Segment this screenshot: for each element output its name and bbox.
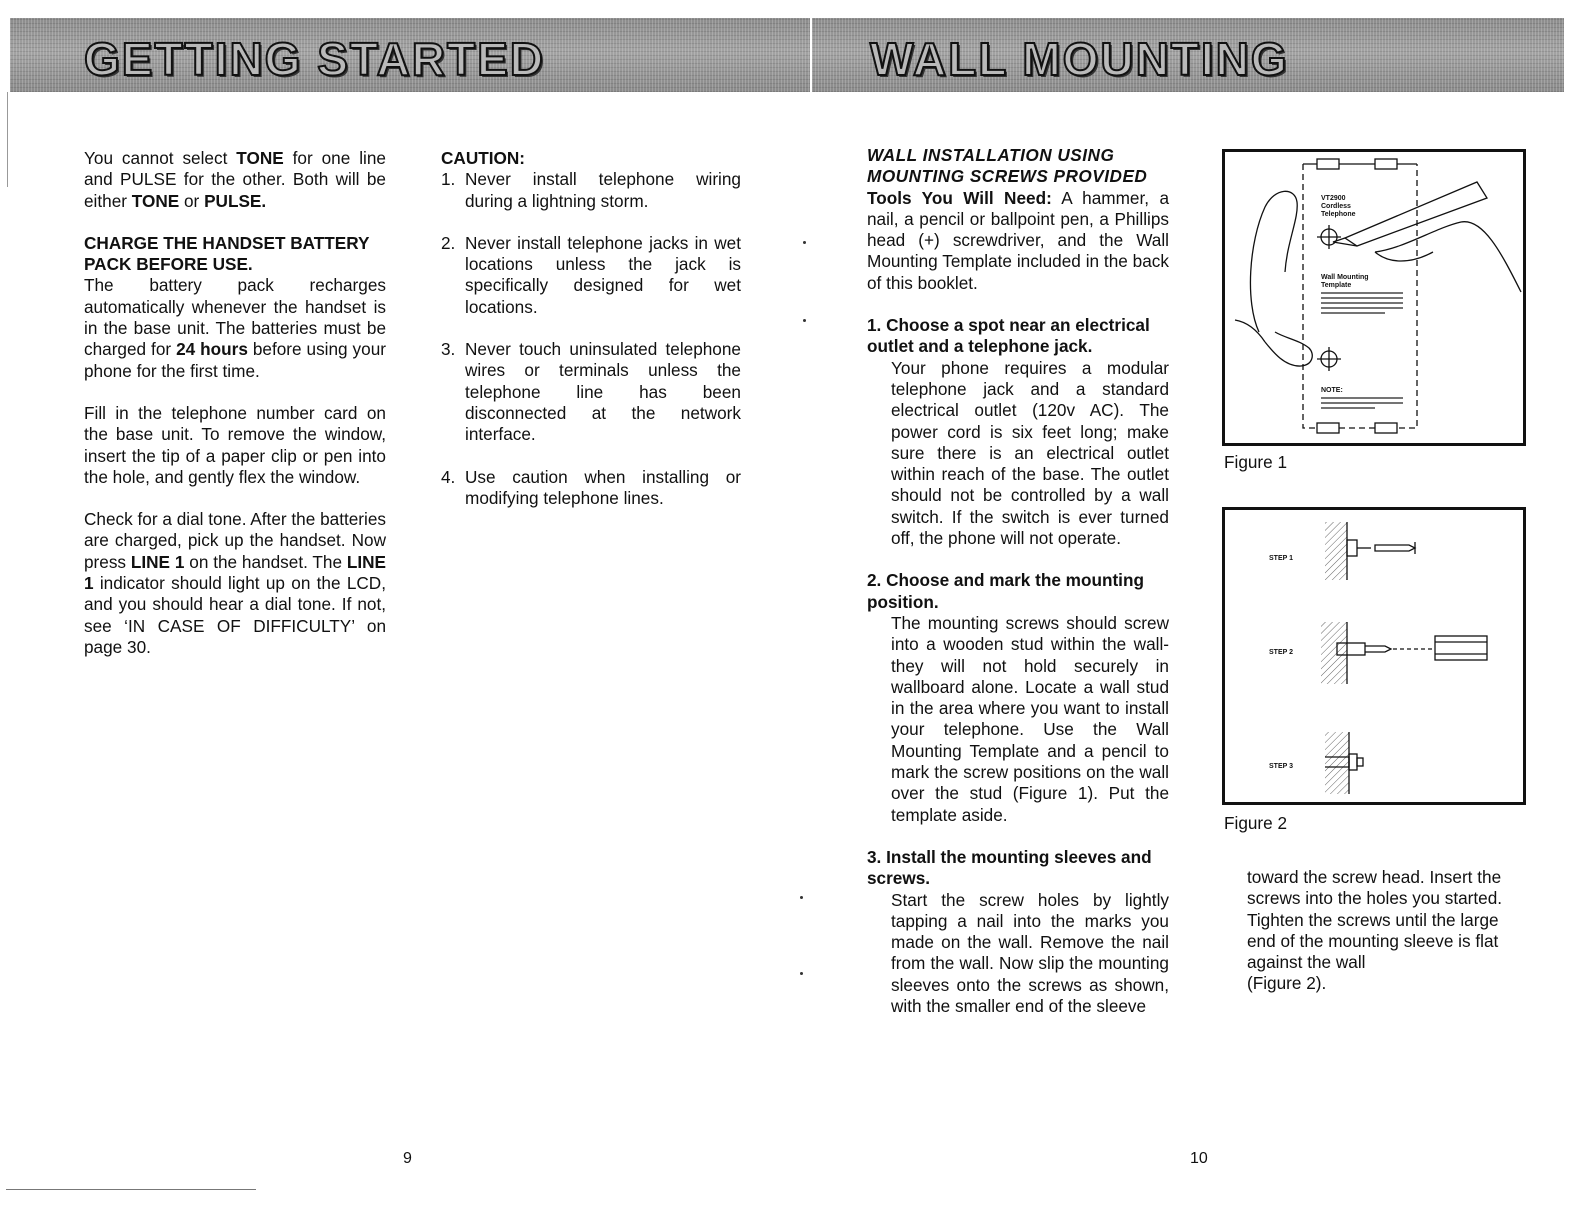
caution-item [441,169,741,212]
caution-item [441,233,741,318]
charge-battery-heading: CHARGE THE HANDSET BATTERY PACK BEFORE USE. [84,232,370,275]
step-2-body: The mounting screws should screw into a wooden stud within the wall- they will not hold securely in wallboard alone. Locate a wall stud in the area where you want to install your telephone. Use the Wall Mounting Template and a pencil to mark the screw positions on the wall over the stud (Figure 1). Put the template aside. [891,612,1169,825]
figure-1-caption: Figure 1 [1224,452,1288,472]
scan-speck [803,241,806,244]
caution-column [441,148,741,509]
caution-item-text: Use caution when installing or modifying telephone lines. [465,466,741,508]
text-span: before using your phone for the first time. [84,339,386,381]
model-line-2: Cordless [1321,203,1351,210]
caution-item [441,467,741,510]
page-number-right: 10 [1190,1150,1208,1167]
text-span: for one line and PULSE for the other. Both will be either [84,148,386,211]
page-number-left: 9 [403,1150,412,1167]
figure-2-caption: Figure 2 [1224,813,1288,833]
left-hand-drawing [1250,191,1297,332]
dial-tone-paragraph [84,509,386,658]
screw-1 [1375,545,1415,551]
step-3-body: Start the screw holes by lightly tapping a nail into the marks you made on the wall. Remove the nail from the wall. Now slip the mounting sleeves onto the screws as shown, with the smaller end of the sleeve [891,889,1169,1016]
text-span: indicator should light up on the LCD, and you should hear a dial tone. If not, see ‘IN CASE OF DIFFICULTY’ on page 30. [84,573,386,657]
getting-started-column [84,148,386,658]
tone-pulse-note [84,148,386,212]
text-bold: 24 hours [176,339,248,360]
text-span: Check for a dial tone. After the batteries are charged, pick up the handset. Now press [84,509,386,572]
right-hand-drawing [1375,222,1521,292]
wall-installation-heading: WALL INSTALLATION USING MOUNTING SCREWS PROVIDED [867,145,1148,187]
scan-speck [800,896,803,899]
screw-2 [1365,646,1391,652]
text-span: You cannot select [84,148,237,168]
figure-2-screw-steps [1222,507,1526,805]
binding-edge-mark [7,92,8,187]
caution-item-text: Never touch uninsulated telephone wires or terminals unless the telephone line has been disconnected at the network interface. [465,339,741,445]
wall-section-1 [1325,522,1347,580]
step-1-title: 1. Choose a spot near an electrical outlet and a telephone jack. [867,315,1150,357]
step-3-label: STEP 3 [1269,763,1293,770]
text-bold: LINE 1 [130,551,185,572]
section-title-wall-mounting: WALL MOUNTING [870,33,1289,85]
template-tab-bottom-right [1375,423,1397,433]
charge-battery-paragraph [84,275,386,381]
tools-label: Tools You Will Need: [867,187,1052,208]
text-span: or [179,190,205,211]
template-tab-bottom-left [1317,423,1339,433]
header-banner-right [812,18,1564,92]
step-1-label: STEP 1 [1269,555,1293,562]
text-span: A hammer, a nail, a pencil or ballpoint pen, a Phillips head (+) screwdriver, and the Wall Mounting Template included in the back of this booklet. [867,187,1169,293]
header-banner-left [10,18,810,92]
caution-item-text: Never install telephone jacks in wet locations unless the jack is specifically designed for wet locations. [465,232,741,317]
caution-item [441,339,741,445]
figure-1-template-illustration [1222,149,1526,446]
wall-section-2 [1321,622,1347,684]
continuation-text: toward the screw head. Insert the screws into the holes you started. Tighten the screws until the large end of the mounting sleeve is flat against the wall (Figure 2). [1247,867,1503,994]
tools-paragraph [867,188,1169,294]
scan-edge-line [6,1189,256,1190]
caution-item-text: Never install telephone wiring during a lightning storm. [465,169,741,211]
step-3-continuation [1247,867,1525,995]
caution-item-number: 1. [441,169,456,190]
text-bold: PULSE. [204,190,267,211]
step-3-title: 3. Install the mounting sleeves and screws. [867,846,1152,889]
template-tab-right [1375,159,1397,169]
wall-installation-column [867,145,1169,1017]
text-bold: TONE [236,148,284,168]
model-line-3: Telephone [1321,211,1356,218]
scan-speck [800,972,803,975]
figure-2-drawing [1225,510,1523,802]
text-span: on the handset. The [184,551,347,572]
step-2-label: STEP 2 [1269,649,1293,656]
figure-1-drawing [1225,152,1523,443]
caution-heading: CAUTION: [441,148,526,168]
caution-item-number: 4. [441,466,456,487]
number-card-paragraph: Fill in the telephone number card on the base unit. To remove the window, insert the tip of a paper clip or pen into the hole, and gently flex the window. [84,402,386,487]
pencil-drawing [1345,182,1487,246]
caution-item-number: 2. [441,232,456,253]
scan-speck [803,319,806,322]
wall-section-3 [1325,732,1349,794]
model-line-1: VT2900 [1321,195,1346,202]
text-span: The battery pack recharges automatically whenever the handset is in the base unit. The batteries must be charged for [84,275,386,360]
template-label-2: Template [1321,282,1352,289]
template-tab-left [1317,159,1339,169]
step-1-body: Your phone requires a modular telephone jack and a standard electrical outlet (120v AC). The power cord is six feet long; make sure there is an electrical outlet within reach of the base. The outlet should not be controlled by a wall switch. If the switch is ever turned off, the phone will not operate. [891,357,1169,549]
caution-item-number: 3. [441,339,456,360]
step-2-title: 2. Choose and mark the mounting position. [867,570,1144,612]
template-label-1: Wall Mounting [1321,274,1369,281]
text-bold: LINE 1 [84,551,386,594]
note-label: NOTE: [1321,387,1343,394]
section-title-getting-started: GETTING STARTED [84,33,546,85]
text-bold: TONE [131,190,180,211]
screwdriver-2 [1435,636,1487,660]
